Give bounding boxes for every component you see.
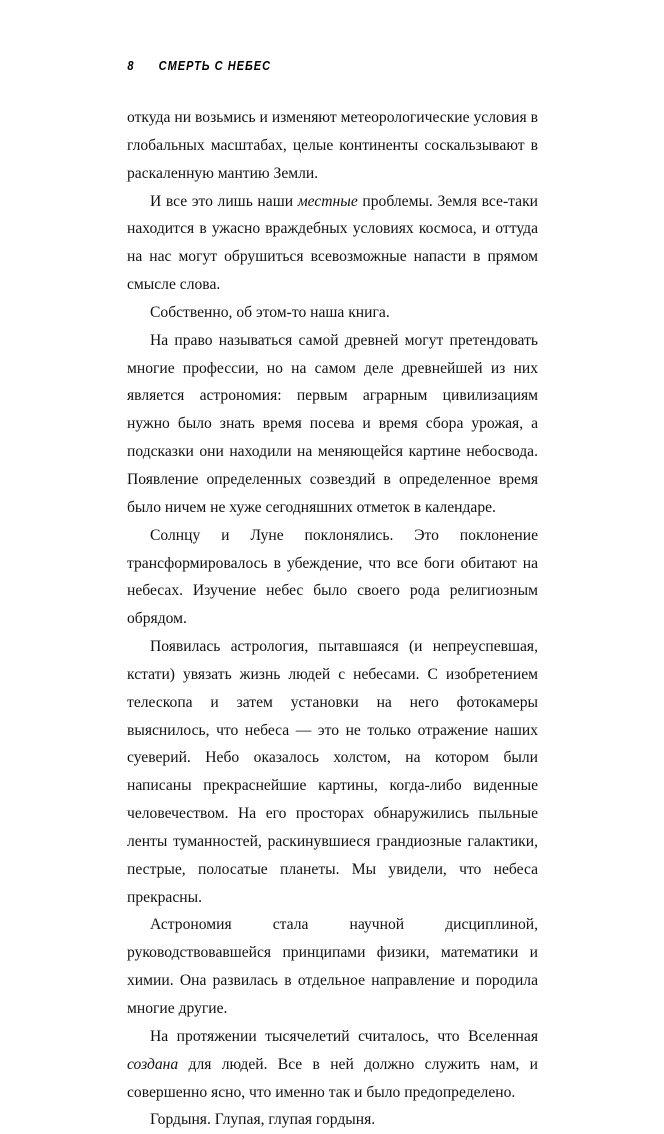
page-number: 8 [127, 59, 134, 73]
paragraph-5 [127, 522, 538, 633]
text-column [127, 104, 538, 1134]
paragraph-4-text: На право называться самой древней могут претендовать многие профессии, но на самом деле древнейшей из них является астрономия: первым аграрным цивилизациям нужно было знать время посева и время сбора урожая, а подсказки они находили на меняющейся картине небосвода. Появление определенных созвездий в определенное время было ничем не хуже сегодняшних отметок в календаре. [127, 331, 538, 516]
paragraph-9 [127, 1106, 538, 1134]
paragraph-7-text: Астрономия стала научной дисциплиной, руководствовавшейся принципами физики, математики и химии. Она развилась в отдельное направление и породила многие другие. [127, 916, 538, 1017]
running-head [127, 59, 279, 73]
paragraph-1 [127, 104, 538, 188]
paragraph-8-emphasis: создана [127, 1055, 179, 1073]
paragraph-2-text-before: И все это лишь наши [150, 192, 298, 210]
paragraph-5-text: Солнцу и Луне поклонялись. Это поклонение трансформировалось в убеждение, что все боги обитают на небесах. Изучение небес было своего рода религиозным обрядом. [127, 526, 538, 628]
paragraph-8 [127, 1023, 538, 1107]
paragraph-2-text-after: проблемы. Земля все-таки находится в ужасно враждебных условиях космоса, и оттуда на нас могут обрушиться всевозможные напасти в прямом смысле слова. [127, 192, 538, 294]
paragraph-4 [127, 327, 538, 522]
paragraph-6 [127, 633, 538, 911]
paragraph-2-emphasis: местные [297, 192, 358, 210]
paragraph-6-text: Появилась астрология, пытавшаяся (и непреуспевшая, кстати) увязать жизнь людей с небесами. С изобретением телескопа и затем установки на него фотокамеры выяснилось, что небеса — это не только отражение наших суеверий. Небо оказалось холстом, на котором были написаны прекраснейшие картины, когда-либо виденные человечеством. На его просторах обнаружились пыльные ленты туманностей, раскинувшиеся грандиозные галактики, пестрые, полосатые планеты. Мы увидели, что небеса прекрасны. [127, 638, 538, 906]
running-head-title: СМЕРТЬ С НЕБЕС [158, 59, 272, 73]
paragraph-1-text: откуда ни возьмись и изменяют метеорологические условия в глобальных масштабах, целые континенты соскальзывают в раскаленную мантию Земли. [127, 109, 538, 182]
paragraph-3 [127, 299, 538, 327]
paragraph-2 [127, 188, 538, 299]
paragraph-8-text-before: На протяжении тысячелетий считалось, что Вселенная [150, 1027, 538, 1045]
paragraph-3-text: Собственно, об этом-то наша книга. [150, 303, 390, 321]
paragraph-8-text-after: для людей. Все в ней должно служить нам, и совершенно ясно, что именно так и было предопределено. [127, 1055, 538, 1101]
paragraph-7 [127, 911, 538, 1022]
paragraph-9-text: Гордыня. Глупая, глупая гордыня. [150, 1111, 376, 1129]
